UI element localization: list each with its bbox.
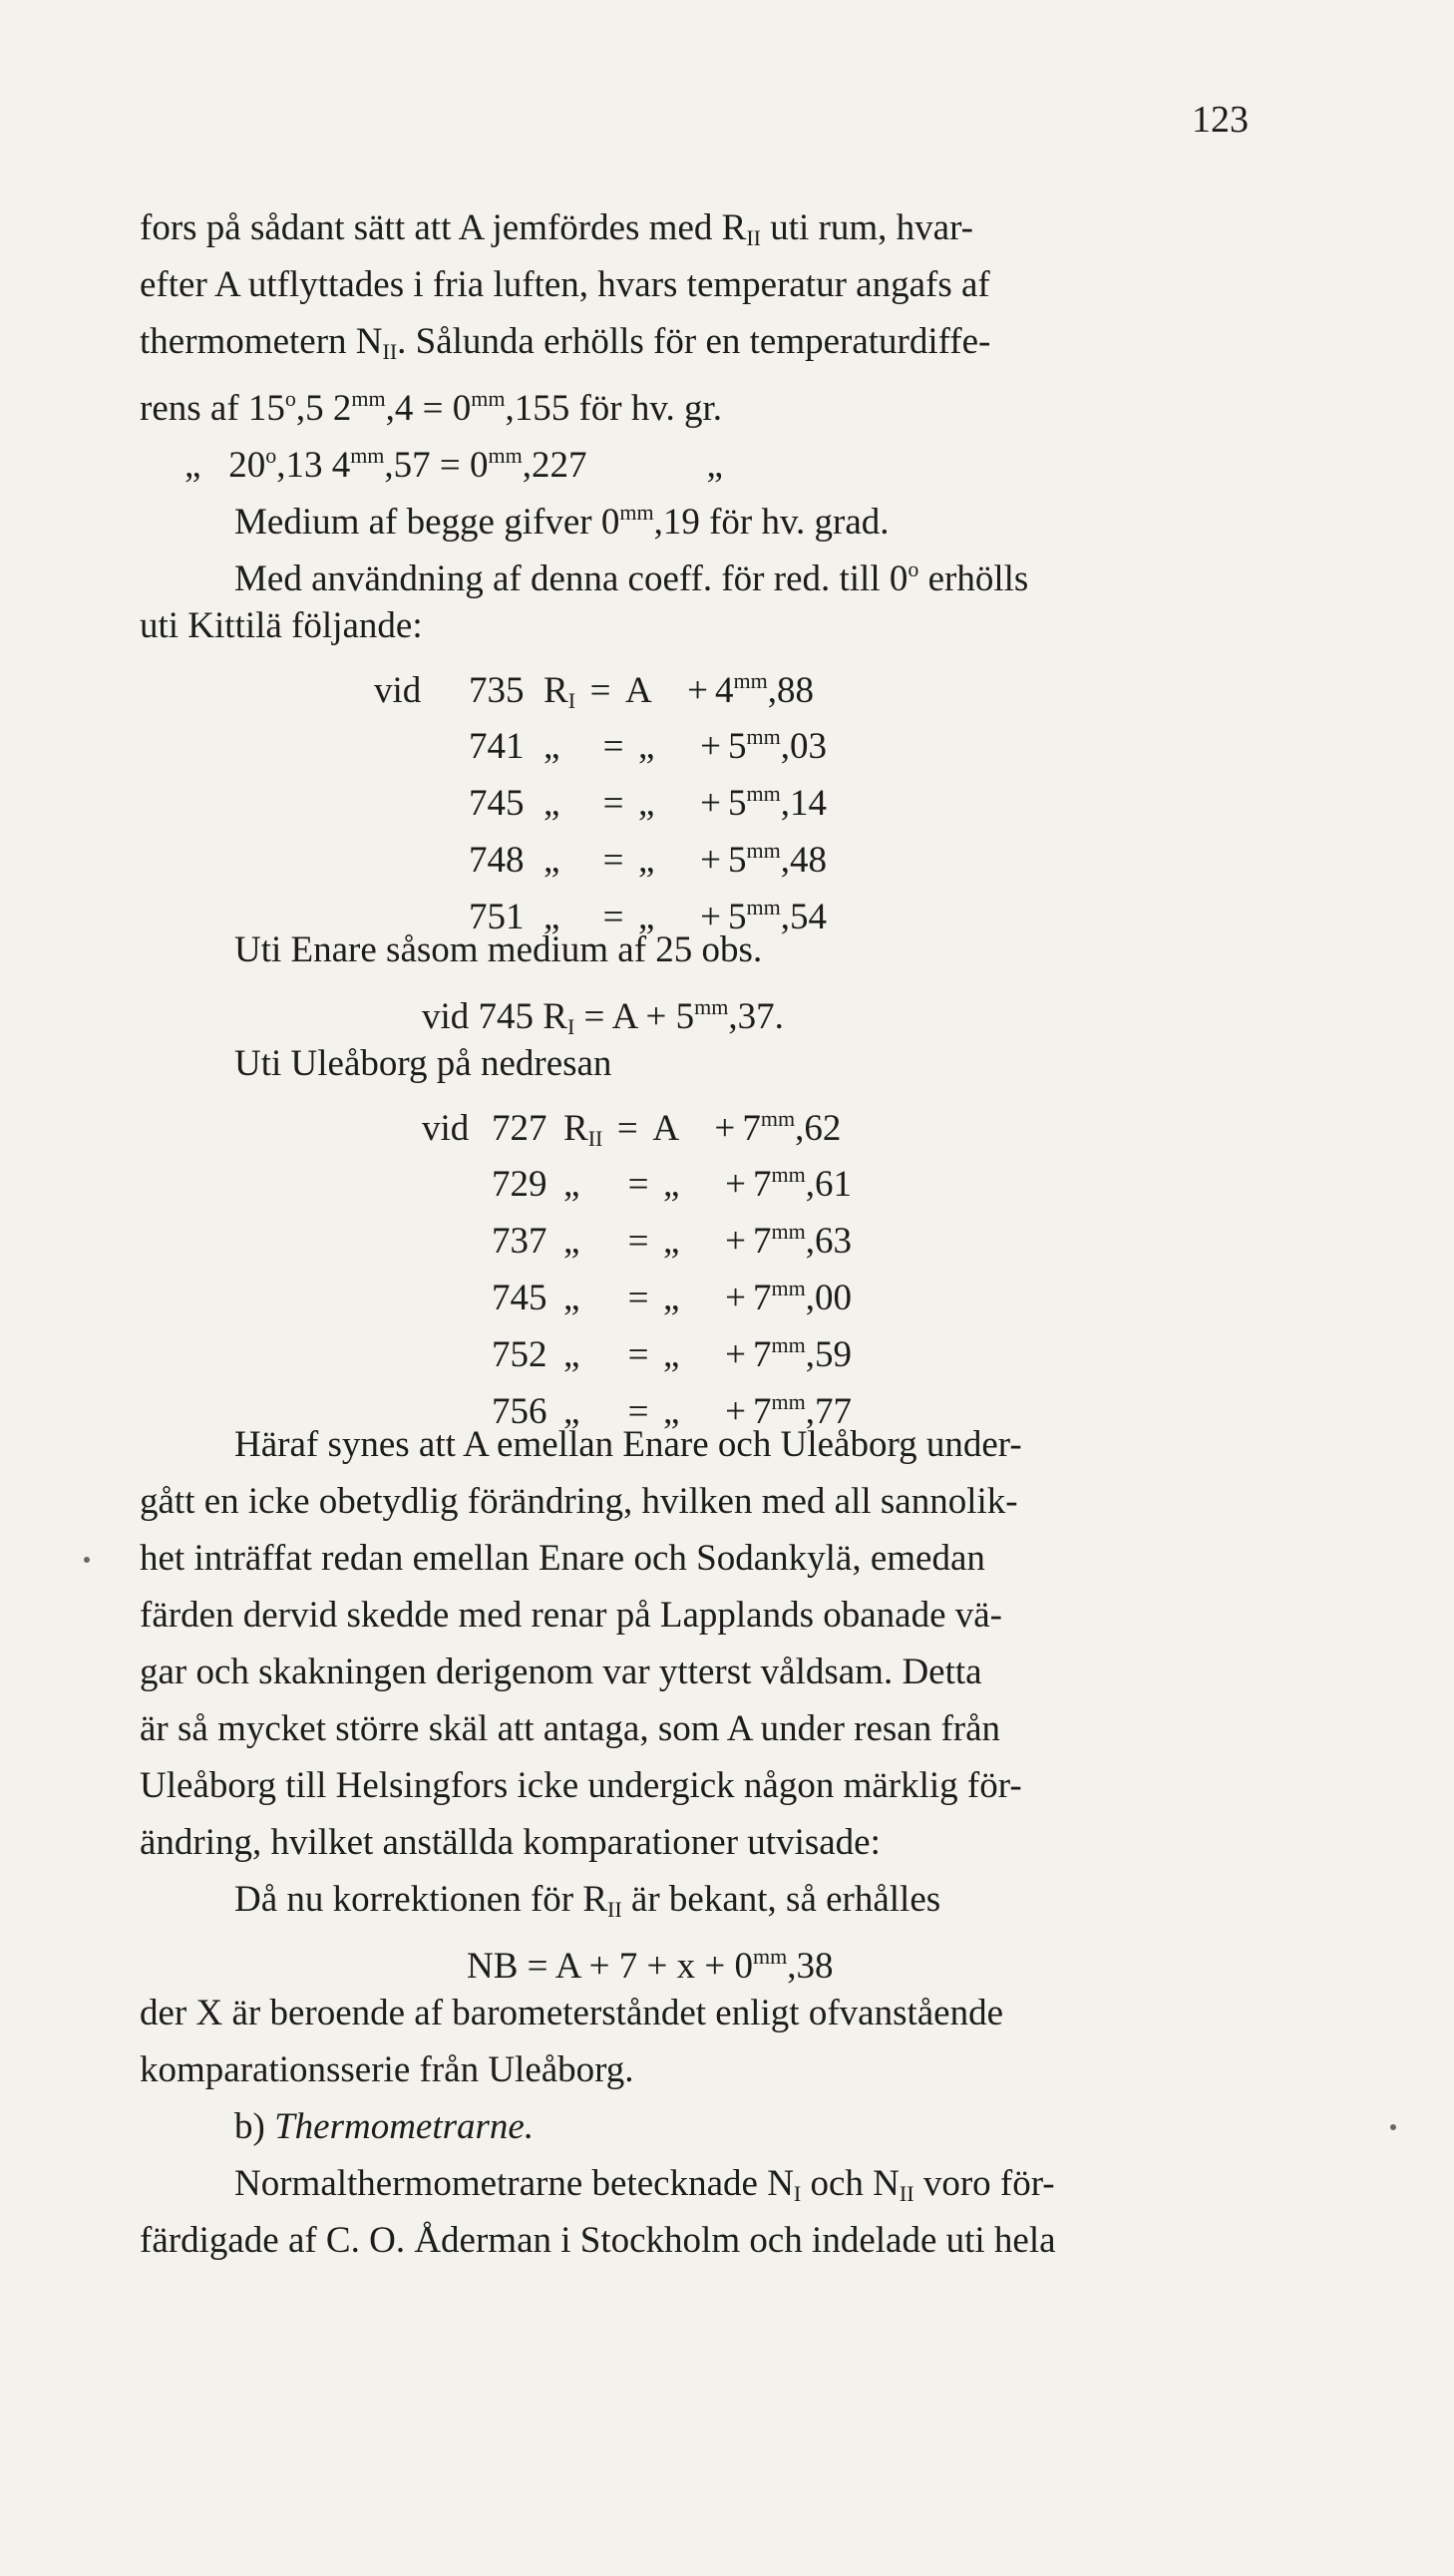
text-line: gar och skakningen derigenom var ytterst våldsam. Detta — [140, 1652, 982, 1692]
table-row: vid 727 RII = A + 7mm,62 — [422, 1106, 842, 1151]
text-line: Då nu korrektionen för $R_{II}$ är bekant, så erhålles — [234, 1879, 941, 1922]
margin-mark — [1390, 2124, 1396, 2130]
text-line: komparationsserie från Uleåborg. — [140, 2049, 634, 2090]
text-line: färdigade af C. O. Åderman i Stockholm och indelade uti hela — [140, 2220, 1056, 2261]
table-row: 737 „ = „ + 7mm,63 — [492, 1219, 852, 1262]
formula-line: NB = $A + 7 + x + 0^{mm},38$ — [467, 1944, 834, 1987]
text-line: är så mycket större skäl att antaga, som A under resan från — [140, 1708, 1001, 1749]
text-line: Uti Uleåborg på nedresan — [234, 1043, 612, 1084]
text-line: färden dervid skedde med renar på Lapplands obanade vä- — [140, 1595, 1003, 1636]
text-line: thermometern $N_{II}$. Sålunda erhölls för en temperaturdiffe- — [140, 321, 991, 364]
kittila-table-cont — [469, 713, 827, 940]
text-line: Häraf synes att A emellan Enare och Uleåborg under- — [234, 1424, 1022, 1465]
text-line: het inträffat redan emellan Enare och Sodankylä, emedan — [140, 1538, 985, 1579]
text-line: fors på sådant sätt att A jemfördes med $R_{II}$ uti rum, hvar- — [140, 207, 973, 250]
text-line: uti Kittilä följande: — [140, 605, 423, 646]
uleaborg-table-cont — [492, 1151, 852, 1435]
text-line: der X är beroende af barometerståndet enligt ofvanstående — [140, 1993, 1004, 2033]
table-row: 729 „ = „ + 7mm,61 — [492, 1162, 852, 1205]
table-row: 756 „ = „ + 7mm,77 — [492, 1389, 852, 1432]
table-row: 748 „ = „ + 5mm,48 — [469, 838, 827, 881]
section-heading: b) Thermometrarne. — [234, 2106, 535, 2147]
text-line: Medium af begge gifver $0^{mm},19$ för hv. grad. — [234, 500, 890, 543]
text-line: gått en icke obetydlig förändring, hvilken med all sannolik- — [140, 1481, 1018, 1522]
text-line: Uti Enare såsom medium af 25 obs. — [234, 929, 763, 970]
table-row: 745 „ = „ + 7mm,00 — [492, 1276, 852, 1318]
text-line: Uleåborg till Helsingfors icke undergick någon märklig för- — [140, 1765, 1022, 1806]
page-number: 123 — [1192, 99, 1249, 141]
table-row: 752 „ = „ + 7mm,59 — [492, 1332, 852, 1375]
table-row: 745 „ = „ + 5mm,14 — [469, 781, 827, 824]
text-line: ändring, hvilket anställda komparationer utvisade: — [140, 1822, 881, 1863]
table-row: 741 „ = „ + 5mm,03 — [469, 724, 827, 767]
table-row: vid 735 RI = A + 4mm,88 — [374, 668, 814, 713]
text-line: rens af 15$^o$,5 $2^{mm},4 = 0^{mm},155$ för hv. gr. — [140, 386, 723, 429]
text-line: Med användning af denna coeff. för red. till 0$^o$ erhölls — [234, 556, 1029, 599]
text-line: „ 20$^o$,13 $4^{mm},57 = 0^{mm},227$ „ — [184, 443, 723, 486]
table-row: 751 „ = „ + 5mm,54 — [469, 895, 827, 937]
text-line: efter A utflyttades i fria luften, hvars temperatur angafs af — [140, 264, 990, 305]
text-line: Normalthermometrarne betecknade $N_I$ och $N_{II}$ voro för- — [234, 2163, 1055, 2206]
text-line: vid 745 $R_I = A + 5^{mm},37$. — [422, 994, 784, 1039]
margin-mark — [84, 1557, 90, 1563]
